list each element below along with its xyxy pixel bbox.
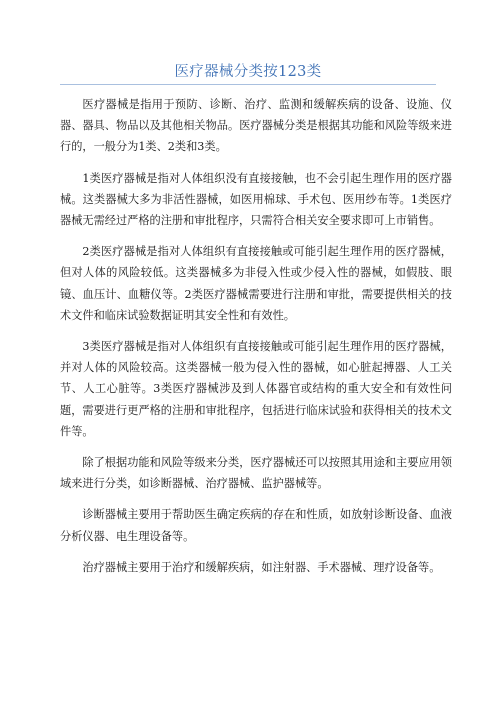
paragraph-class-3: 3类医疗器械是指对人体组织有直接接触或可能引起生理作用的医疗器械，并对人体的风险较高。这类器械一般为侵入性的器械，如心脏起搏器、人工关节、人工心脏等。3类医疗器械涉及到人体器官或结构的重大安全和有效性问题，需要进行更严格的注册和审批程序，包括进行临床试验和获得相关的技术文件等。 bbox=[60, 340, 452, 438]
paragraph-treatment-devices: 治疗器械主要用于治疗和缓解疾病，如注射器、手术器械、理疗设备等。 bbox=[82, 560, 441, 574]
document-title: 医疗器械分类按123类 bbox=[174, 64, 322, 80]
paragraph-other-classification: 除了根据功能和风险等级来分类，医疗器械还可以按照其用途和主要应用领域来进行分类，如诊断器械、治疗器械、监护器械等。 bbox=[60, 456, 452, 491]
paragraph-class-1: 1类医疗器械是指对人体组织没有直接接触，也不会引起生理作用的医疗器械。这类器械大多为非活性器械，如医用棉球、手术包、医用纱布等。1类医疗器械无需经过严格的注册和审批程序，只需符合相关安全要求即可上市销售。 bbox=[60, 171, 452, 228]
paragraph-intro: 医疗器械是指用于预防、诊断、治疗、监测和缓解疾病的设备、设施、仪器、器具、物品以及其他相关物品。医疗器械分类是根据其功能和风险等级来进行的，一般分为1类、2类和3类。 bbox=[60, 98, 452, 154]
title-divider bbox=[60, 84, 436, 85]
paragraph-diagnostic-devices: 诊断器械主要用于帮助医生确定疾病的存在和性质，如放射诊断设备、血液分析仪器、电生理设备等。 bbox=[60, 508, 452, 543]
document-body bbox=[60, 94, 452, 588]
paragraph-class-2: 2类医疗器械是指对人体组织有直接接触或可能引起生理作用的医疗器械，但对人体的风险较低。这类器械多为非侵入性或少侵入性的器械，如假肢、眼镜、血压计、血糖仪等。2类医疗器械需要进行注册和审批，需要提供相关的技术文件和临床试验数据证明其安全性和有效性。 bbox=[60, 245, 452, 322]
